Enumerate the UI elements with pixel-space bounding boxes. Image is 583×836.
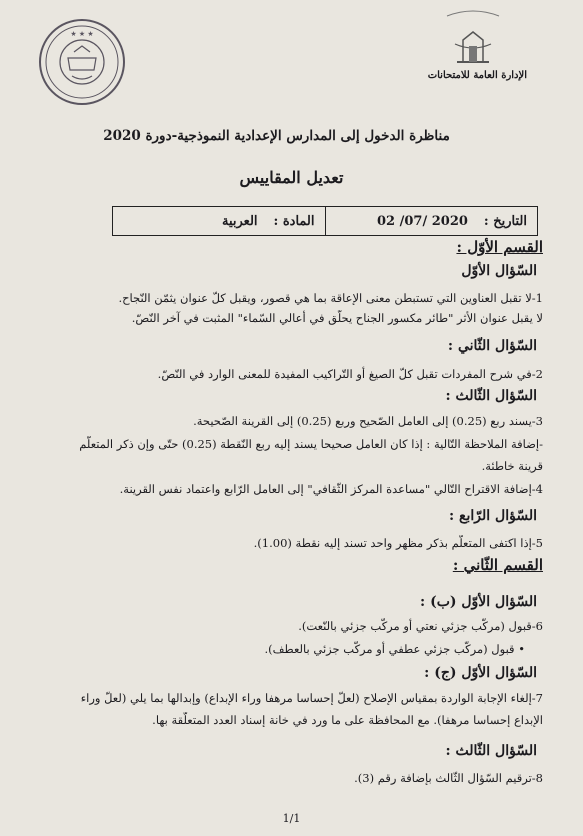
- section-1-heading: القسم الأوّل :: [456, 238, 543, 256]
- question-heading: السّؤال الأوّل: [461, 263, 537, 279]
- section-2-heading: القسم الثّاني :: [452, 556, 543, 574]
- question-heading: السّؤال الثّالث :: [445, 743, 537, 759]
- question-heading: السّؤال الثّالث :: [445, 388, 537, 404]
- date-label: التاريخ :: [483, 213, 527, 229]
- exam-title: مناظرة الدخول إلى المدارس الإعدادية النموذجية-دورة 2020: [103, 128, 450, 144]
- page-number: 1/1: [282, 812, 301, 825]
- text-line: 7-إلغاء الإجابة الواردة بمقياس الإصلاح (لعلّ إحساسا مرهفا وراء الإبداع) وإبدالها بما يلي (لعلّ وراء: [80, 691, 543, 705]
- text-line: لا يقبل عنوان الأثر "طائر مكسور الجناح يحلّق في أعالي السّماء" المثبت في آخر النّصّ.: [131, 311, 543, 325]
- ministry-logo: [433, 4, 513, 74]
- subject-cell: [113, 207, 326, 235]
- text-line: 5-إذا اكتفى المتعلّم بذكر مظهر واحد تسند إليه نقطة (1.00).: [253, 536, 543, 550]
- text-line: قرينة خاطئة.: [481, 459, 543, 473]
- question-heading: السّؤال الثّاني :: [447, 338, 537, 354]
- text-line: 4-إضافة الاقتراح التّالي "مساعدة المركز الثّقافي" إلى العامل الرّابع واعتماد نفس القرينة.: [119, 482, 543, 496]
- logo-text: الإدارة العامة للامتحانات: [427, 70, 527, 81]
- info-box: [112, 206, 538, 236]
- text-line: 6-قبول (مركّب جزئي نعتي أو مركّب جزئي بالنّعت).: [298, 619, 543, 633]
- text-line: 8-ترقيم السّؤال الثّالث بإضافة رقم (3).: [354, 771, 543, 785]
- text-line: 3-يسند ربع (0.25) إلى العامل الصّحيح وربع (0.25) إلى القرينة الصّحيحة.: [193, 414, 543, 428]
- question-heading: السّؤال الأوّل (ج) :: [424, 665, 537, 681]
- doc-title: تعديل المقاييس: [239, 168, 344, 187]
- subject-value: العربية: [221, 213, 258, 229]
- question-heading: السّؤال الرّابع :: [449, 508, 537, 524]
- svg-text:★ ★ ★: ★ ★ ★: [70, 30, 94, 38]
- bullet-line: • قبول (مركّب جزئي عطفي أو مركّب جزئي بالعطف).: [34, 641, 525, 658]
- date-cell: [326, 207, 538, 235]
- text-line: الإبداع إحساسا مرهفا). مع المحافظة على ما ورد في خانة إسناد العدد المتعلّقة بها.: [152, 713, 543, 727]
- text-line: 2-في شرح المفردات تقبل كلّ الصيغ أو التّراكيب المفيدة للمعنى الوارد في النّصّ.: [157, 367, 543, 381]
- question-heading: السّؤال الأوّل (ب) :: [420, 594, 537, 610]
- subject-label: المادة :: [273, 213, 315, 229]
- text-line: -إضافة الملاحظة التّالية : إذا كان العامل صحيحا يسند إليه ربع النّقطة (0.25) حتّى وإن ذكر المتعلّم: [79, 437, 543, 451]
- date-value: 2020 /07/ 02: [376, 213, 468, 229]
- official-seal: [38, 18, 126, 106]
- text-line: 1-لا تقبل العناوين التي تستبطن معنى الإعاقة بما هي قصور، ويقبل كلّ عنوان يثمّن النّجاح.: [118, 291, 543, 305]
